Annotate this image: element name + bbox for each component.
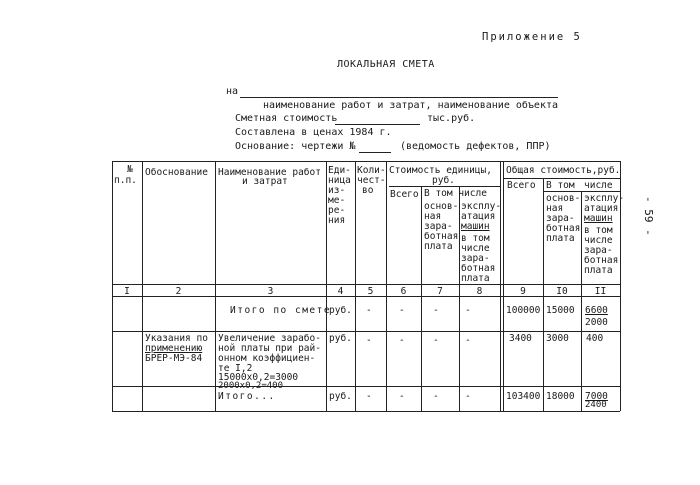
row-name-2: ной платы при рай-: [218, 343, 321, 354]
row-c11-bottom: 2000: [585, 317, 608, 328]
object-name-line: [240, 97, 558, 98]
header-name-1: Наименование работ: [218, 167, 321, 178]
header-wages-2: ная: [424, 211, 442, 222]
header-unit-cost-2: руб.: [432, 175, 455, 186]
header-unit-cost-1: Стоимость единицы,: [389, 165, 492, 176]
row-c8: -: [465, 335, 471, 346]
col-border: [581, 191, 582, 411]
header-tmw-3: зара-: [584, 245, 613, 256]
row-c6: -: [399, 305, 405, 316]
row-basis-3: БРЕР-МЭ-84: [145, 353, 203, 364]
row-name-1: Увеличение зарабо-: [218, 333, 321, 344]
header-unit-4: ме-: [328, 195, 346, 206]
col-border: [503, 161, 504, 411]
col-border: [326, 161, 327, 411]
header-qty-3: во: [362, 185, 374, 196]
row-c10: 3000: [546, 333, 569, 344]
row-name-5: 15000х0,2=3000: [218, 372, 299, 383]
row-c7: -: [433, 335, 439, 346]
colnum-11: II: [594, 286, 607, 297]
header-machines-2: атация: [461, 211, 496, 222]
header-unit-1: Еди-: [328, 165, 351, 176]
colnum-10: I0: [556, 286, 568, 297]
estimated-cost-line: [335, 124, 420, 125]
header-mw-2: числе: [461, 243, 490, 254]
header-num-1: №: [127, 164, 133, 175]
appendix-label: Приложение 5: [482, 31, 582, 43]
header-qty-1: Коли-: [357, 165, 386, 176]
table-bottom-border: [112, 411, 620, 412]
row-qty: -: [366, 335, 372, 346]
header-basis: Обоснование: [145, 167, 208, 178]
header-qty-2: чест-: [357, 175, 386, 186]
header-machines-3: машин: [461, 221, 490, 232]
basis-note: (ведомость дефектов, ППР): [400, 141, 551, 152]
row-c11-top: 7000: [585, 391, 608, 402]
document-title: ЛОКАЛЬНАЯ СМЕТА: [337, 59, 435, 70]
colnum-1: I: [124, 286, 130, 297]
header-all-unit: Всего: [390, 189, 419, 200]
colnum-2: 2: [175, 286, 182, 297]
header-twages-4: ботная: [546, 223, 581, 234]
header-wages-1: основ-: [424, 201, 459, 212]
header-unit-6: ния: [328, 215, 346, 226]
row-unit: руб.: [329, 305, 352, 316]
row-name-3: онном коэффициен-: [218, 353, 316, 364]
header-mw-3: зара-: [461, 253, 490, 264]
total-divider: [503, 178, 620, 179]
na-label: на: [226, 86, 239, 97]
header-twages-2: ная: [546, 203, 564, 214]
header-wages-5: плата: [424, 241, 453, 252]
row-basis-1: Указания по: [145, 333, 208, 344]
prices-line: Составлена в ценах 1984 г.: [235, 127, 392, 138]
col-border: [421, 186, 422, 411]
basis-number-line: [359, 152, 391, 153]
row-c9: 3400: [509, 333, 532, 344]
row-c11-bottom: 2400: [585, 400, 607, 410]
row-c10: 18000: [546, 391, 575, 402]
header-twages-3: зара-: [546, 213, 575, 224]
col-border: [459, 186, 460, 411]
header-unit-3: из-: [328, 185, 346, 196]
row-c7: -: [433, 305, 439, 316]
row-c8: -: [465, 305, 471, 316]
estimated-cost-unit: тыс.руб.: [427, 113, 476, 124]
header-machines-1: эксплу-: [461, 201, 502, 212]
colnum-7: 7: [437, 286, 443, 297]
row-name: Итого по смете: [230, 305, 332, 316]
header-mw-4: ботная: [461, 263, 496, 274]
header-all-total: Всего: [507, 180, 536, 191]
colnum-6: 6: [400, 286, 407, 297]
colnum-5: 5: [367, 286, 374, 297]
row-c7: -: [433, 391, 439, 402]
row-name-6: 2000х0,2=400: [218, 381, 284, 391]
row-basis-2: применению: [145, 343, 203, 354]
row-unit: руб.: [329, 391, 352, 402]
header-unit-2: ница: [328, 175, 351, 186]
colnum-3: 3: [267, 286, 274, 297]
header-total-cost: Общая стоимость,руб.: [506, 165, 621, 176]
col-border: [142, 161, 143, 411]
header-tmw-5: плата: [584, 265, 613, 276]
header-wages-4: ботная: [424, 231, 459, 242]
header-incl-total-a: В том: [546, 180, 575, 191]
page-number: - 59 -: [642, 196, 655, 236]
colnum-4: 4: [337, 286, 344, 297]
row-c6: -: [399, 391, 405, 402]
header-unit-5: ре-: [328, 205, 346, 216]
row-c9: 100000: [506, 305, 541, 316]
row-c11-top: 6600: [585, 305, 608, 316]
row-c11: 400: [586, 333, 604, 344]
row-c6: -: [399, 335, 405, 346]
col-border: [355, 161, 356, 411]
header-tmw-2: числе: [584, 235, 613, 246]
estimated-cost-label: Сметная стоимость: [235, 113, 338, 124]
incl-divider-left: [389, 186, 500, 187]
col-border: [112, 161, 113, 411]
header-tmach-3: машин: [584, 213, 613, 224]
header-wages-3: зара-: [424, 221, 453, 232]
header-incl-total-b: числе: [584, 180, 613, 191]
row-c8: -: [465, 391, 471, 402]
col-border: [386, 161, 387, 411]
basis-label: Основание: чертежи №: [235, 141, 356, 152]
header-name-2: и затрат: [242, 176, 288, 187]
header-mw-5: плата: [461, 273, 490, 284]
row-qty: -: [366, 305, 372, 316]
colnum-9: 9: [520, 286, 526, 297]
row-name-4: те I,2: [218, 363, 253, 374]
col-border: [215, 161, 216, 411]
colnum-8: 8: [476, 286, 483, 297]
header-tmach-2: атация: [584, 203, 619, 214]
row-unit: руб.: [329, 333, 352, 344]
row-c10: 15000: [546, 305, 575, 316]
header-twages-1: основ-: [546, 193, 581, 204]
row-name: Итого...: [218, 391, 276, 402]
row-c9: 103400: [506, 391, 541, 402]
header-num-2: п.п.: [114, 175, 137, 186]
header-twages-5: плата: [546, 233, 575, 244]
header-tmw-1: в том: [584, 225, 613, 236]
object-name-caption: наименование работ и затрат, наименование объекта: [263, 100, 559, 111]
table-top-border: [112, 161, 620, 162]
row-qty: -: [366, 391, 372, 402]
header-incl-unit: В том числе: [424, 188, 487, 199]
col-border: [500, 161, 501, 411]
header-mw-1: в том: [461, 233, 490, 244]
header-tmach-1: эксплу-: [584, 193, 625, 204]
header-tmw-4: ботная: [584, 255, 619, 266]
